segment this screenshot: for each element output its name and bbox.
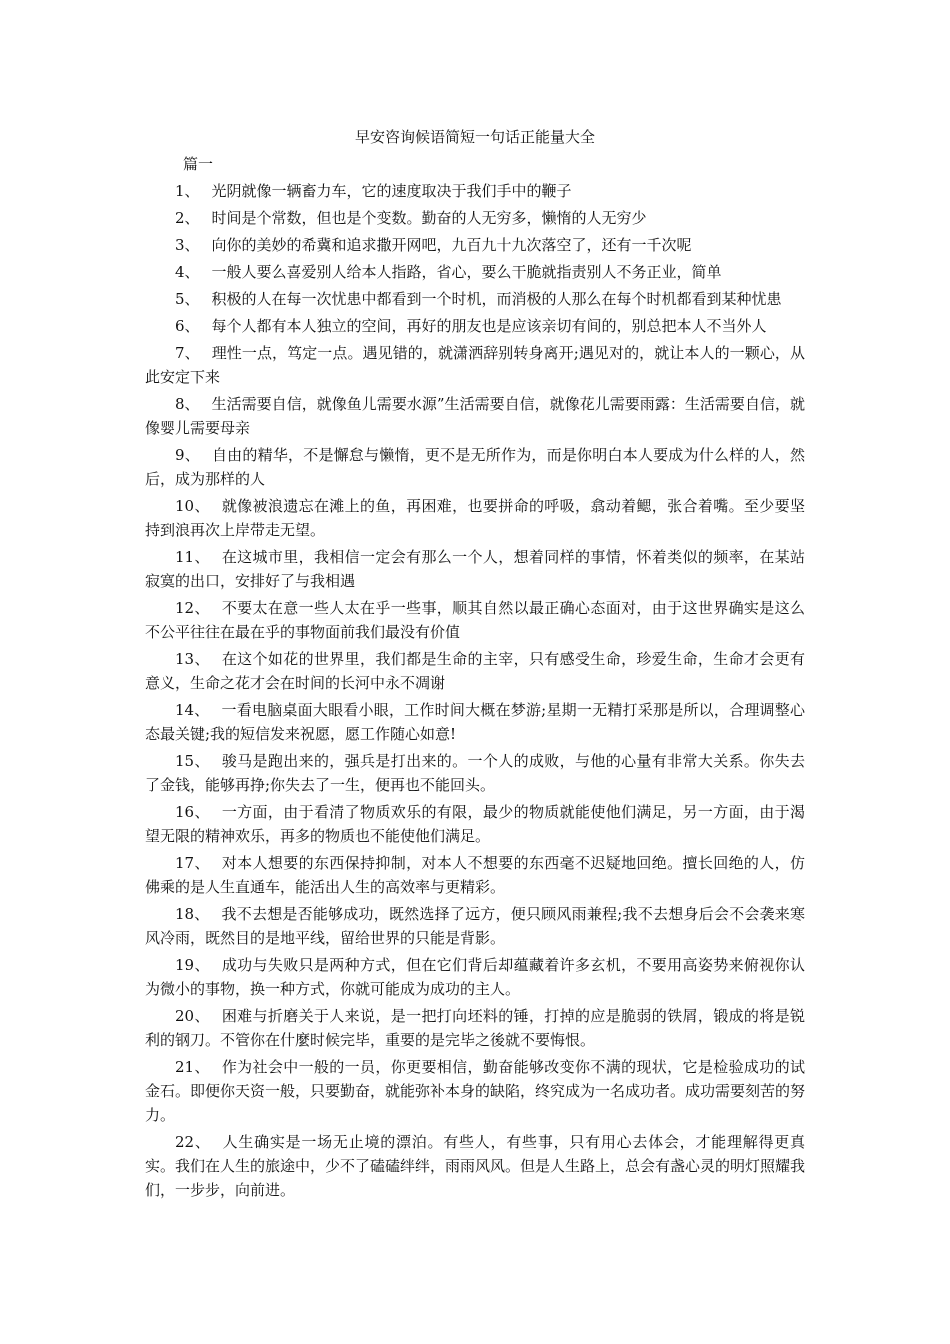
list-item [145,206,805,230]
document-title: 早安咨询候语简短一句话正能量大全 [354,128,595,146]
item-text: 我不去想是否能够成功，既然选择了远方，便只顾风雨兼程;我不去想身后会不会袭来寒风冷雨，既然目的是地平线，留给世界的只能是背影。 [145,905,805,947]
item-number: 13、 [175,650,210,668]
item-number: 15、 [175,752,210,770]
item-number: 7、 [175,344,200,362]
list-item [145,287,805,311]
list-item [145,260,805,284]
list-item [145,902,805,950]
list-item [145,494,805,542]
item-number: 18、 [175,905,210,923]
quote-list [145,179,805,1202]
item-text: 对本人想要的东西保持抑制，对本人不想要的东西毫不迟疑地回绝。擅长回绝的人，仿佛乘的是人生直通车，能活出人生的高效率与更精彩。 [145,854,805,896]
item-text: 不要太在意一些人太在乎一些事，顺其自然以最正确心态面对，由于这世界确实是这么不公平往往在最在乎的事物面前我们最没有价值 [145,599,805,641]
item-text: 就像被浪遗忘在滩上的鱼，再困难，也要拼命的呼吸，翕动着鳃，张合着嘴。至少要坚持到浪再次上岸带走无望。 [145,497,805,539]
item-text: 作为社会中一般的一员，你更要相信，勤奋能够改变你不满的现状，它是检验成功的试金石。即便你天资一般，只要勤奋，就能弥补本身的缺陷，终究成为一名成功者。成功需要刻苦的努力。 [145,1058,806,1124]
list-item [145,953,805,1001]
list-item [145,851,805,899]
item-number: 19、 [175,956,210,974]
item-number: 4、 [175,263,200,281]
item-number: 6、 [175,317,200,335]
list-item [145,1130,805,1202]
item-text: 时间是个常数，但也是个变数。勤奋的人无穷多，懒惰的人无穷少 [211,209,647,227]
item-text: 困难与折磨关于人来说，是一把打向坯料的锤，打掉的应是脆弱的铁屑，锻成的将是锐利的钢刀。不管你在什麼时候完毕，重要的是完毕之後就不要悔恨。 [145,1007,805,1049]
list-item [145,179,805,203]
list-item [145,314,805,338]
list-item [145,341,805,389]
list-item [145,545,805,593]
item-text: 自由的精华，不是懈怠与懒惰，更不是无所作为，而是你明白本人要成为什么样的人，然后，成为那样的人 [145,446,805,488]
section-heading: 篇一 [183,155,214,173]
item-number: 2、 [175,209,200,227]
item-number: 21、 [175,1058,210,1076]
item-text: 成功与失败只是两种方式，但在它们背后却蕴藏着许多玄机，不要用高姿势来俯视你认为微小的事物，换一种方式，你就可能成为成功的主人。 [145,956,805,998]
list-item [145,800,805,848]
item-number: 11、 [175,548,210,566]
item-number: 14、 [175,701,210,719]
item-text: 向你的美妙的希冀和追求撒开网吧，九百九十九次落空了，还有一千次呢 [211,236,692,254]
document-body [145,125,805,1205]
list-item [145,443,805,491]
item-text: 一方面，由于看清了物质欢乐的有限，最少的物质就能使他们满足，另一方面，由于渴望无限的精神欢乐，再多的物质也不能使他们满足。 [145,803,805,845]
item-text: 理性一点，笃定一点。遇见错的，就潇洒辞别转身离开;遇见对的，就让本人的一颗心，从此安定下来 [145,344,806,386]
list-item [145,749,805,797]
item-text: 生活需要自信，就像鱼儿需要水源”生活需要自信，就像花儿需要雨露：生活需要自信，就像婴儿需要母亲 [145,395,805,437]
item-number: 20、 [175,1007,210,1025]
list-item [145,392,805,440]
item-number: 9、 [175,446,200,464]
item-text: 在这个如花的世界里，我们都是生命的主宰，只有感受生命，珍爱生命，生命才会更有意义，生命之花才会在时间的长河中永不凋谢 [145,650,805,692]
item-text: 一般人要么喜爱别人给本人指路，省心，要么干脆就指责别人不务正业，简单 [211,263,722,281]
item-text: 骏马是跑出来的，强兵是打出来的。一个人的成败，与他的心量有非常大关系。你失去了金钱，能够再挣;你失去了一生，便再也不能回头。 [145,752,805,794]
item-text: 在这城市里，我相信一定会有那么一个人，想着同样的事情，怀着类似的频率，在某站寂寞的出口，安排好了与我相遇 [145,548,805,590]
item-number: 5、 [175,290,200,308]
list-item [145,647,805,695]
list-item [145,596,805,644]
item-number: 3、 [175,236,200,254]
item-text: 积极的人在每一次忧患中都看到一个时机，而消极的人那么在每个时机都看到某种忧患 [211,290,782,308]
item-text: 每个人都有本人独立的空间，再好的朋友也是应该亲切有间的，别总把本人不当外人 [211,317,767,335]
item-text: 人生确实是一场无止境的漂泊。有些人，有些事，只有用心去体会，才能理解得更真实。我们在人生的旅途中，少不了磕磕绊绊，雨雨风风。但是人生路上，总会有盏心灵的明灯照耀我们，一步步，向前进。 [145,1133,806,1199]
list-item [145,1055,805,1127]
item-number: 16、 [175,803,210,821]
list-item [145,1004,805,1052]
item-number: 17、 [175,854,210,872]
item-text: 一看电脑桌面大眼看小眼，工作时间大概在梦游;星期一无精打采那是所以，合理调整心态最关键;我的短信发来祝愿，愿工作随心如意! [145,701,805,743]
list-item [145,233,805,257]
item-number: 1、 [175,182,200,200]
item-text: 光阴就像一辆畜力车，它的速度取决于我们手中的鞭子 [211,182,572,200]
item-number: 10、 [175,497,210,515]
item-number: 22、 [175,1133,211,1151]
item-number: 12、 [175,599,210,617]
list-item [145,698,805,746]
item-number: 8、 [175,395,200,413]
